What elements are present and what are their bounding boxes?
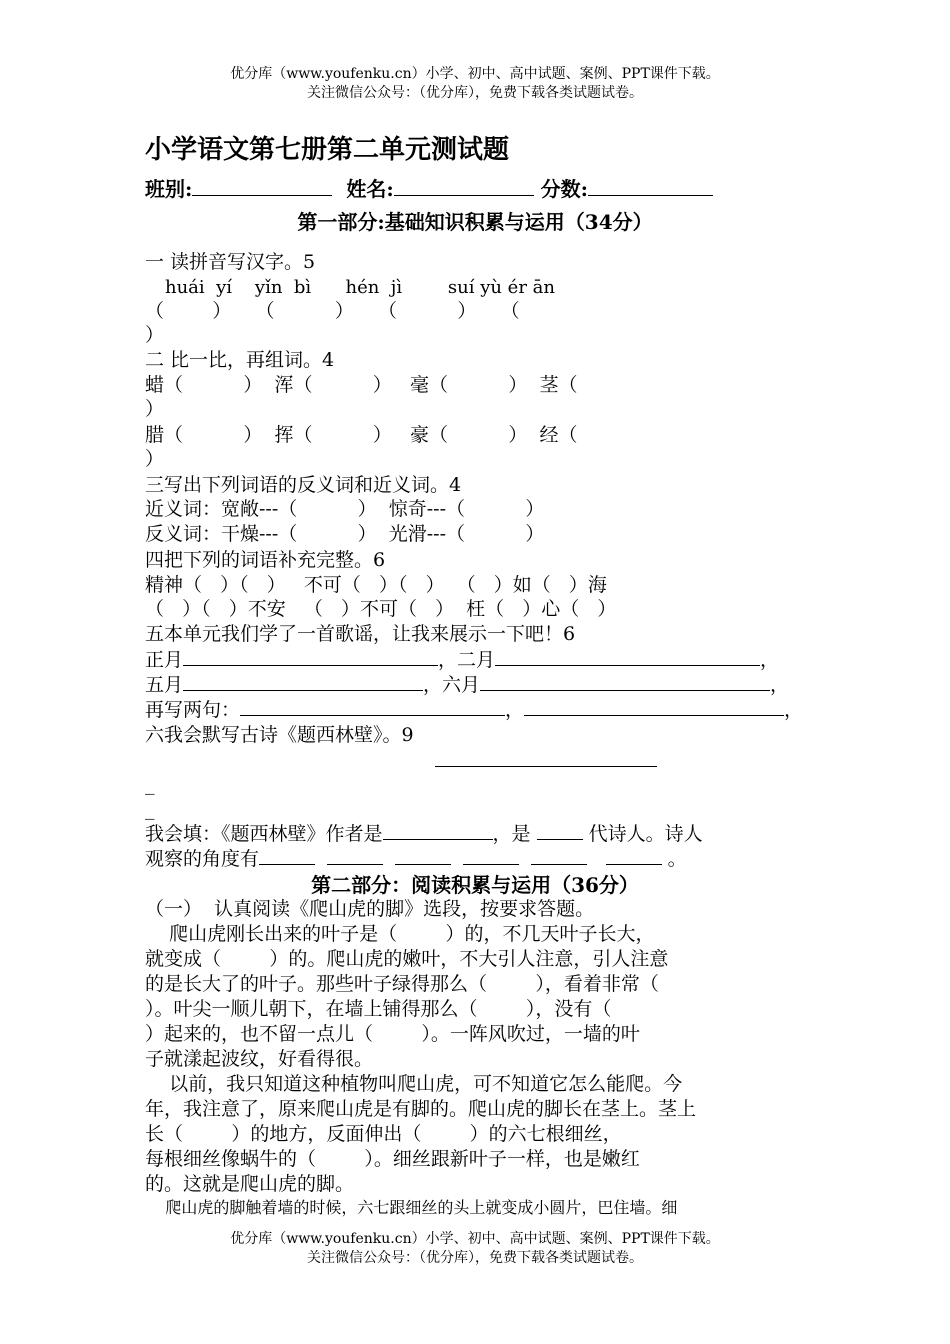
footer-line-2: 关注微信公众号：（优分库），免费下载各类试题试卷。 (307, 1250, 643, 1266)
reading-p1-line: 子就漾起波纹，好看得很。 (145, 1048, 374, 1070)
name-label: 姓名: (346, 177, 394, 201)
q5-comma-4: ， (784, 699, 804, 721)
reading-p1-line: 爬山虎刚长出来的叶子是（ ）的，不几天叶子长大， (145, 923, 655, 945)
poem-title-line[interactable] (435, 766, 657, 767)
poem-dash-2: _ (145, 798, 155, 820)
reading-p1-line: ）。叶尖一顺儿朝下，在墙上铺得那么（ ），没有（ (145, 998, 612, 1020)
reading-p2-line: 每根细丝像蜗牛的（ ）。细丝跟新叶子一样，也是嫩红 (145, 1148, 640, 1170)
angle-blank-4[interactable] (463, 847, 519, 865)
q5-month-1: 正月 (145, 649, 184, 671)
q5-write-two: 再写两句： (145, 699, 241, 721)
q5-comma-2: ， (770, 674, 790, 696)
q6-fill-line1 (145, 822, 703, 847)
q2-row1[interactable]: 蜡（ ） 浑（ ） 毫（ ） 茎（ (145, 374, 578, 396)
reading-p3-line: 爬山虎的脚触着墙的时候，六七跟细丝的头上就变成小圆片，巴住墙。细 (145, 1198, 678, 1217)
q3-row1[interactable]: 近义词：宽敞---（ ） 惊奇---（ ） (145, 498, 545, 520)
angle-blank-2[interactable] (327, 847, 383, 865)
q5-blank-3[interactable] (183, 673, 423, 691)
q5-line3 (145, 698, 803, 723)
q2-title: 二 比一比，再组词。4 (145, 349, 335, 371)
info-fields (145, 176, 713, 202)
part1-heading: 第一部分:基础知识积累与运用（34分） (297, 210, 653, 234)
q5-blank-6[interactable] (524, 698, 784, 716)
q5-blank-5[interactable] (240, 698, 505, 716)
q2-row2[interactable]: 腊（ ） 挥（ ） 豪（ ） 经（ (145, 424, 578, 446)
q5-comma-1: ， (760, 649, 780, 671)
angle-blank-1[interactable] (259, 847, 315, 865)
poem-dash-1: _ (145, 773, 155, 795)
reading-p1-line: 就变成（ ）的。爬山虎的嫩叶，不大引人注意，引人注意 (145, 948, 669, 970)
q3-row2[interactable]: 反义词：干燥---（ ） 光滑---（ ） (145, 523, 545, 545)
q6-poet-label: 代诗人。诗人 (588, 823, 703, 845)
q4-row1[interactable]: 精神（ ）（ ） 不可（ ）（ ） （ ）如（ ）海 (145, 574, 607, 596)
q6-author-label: 我会填：《题西林壁》作者是 (145, 823, 383, 845)
q5-month-5: 五月 (145, 674, 184, 696)
q1-title: 一 读拼音写汉字。5 (145, 251, 316, 273)
q5-month-6: ，六月 (423, 674, 481, 696)
q5-blank-1[interactable] (183, 648, 438, 666)
header-line-1: 优分库（www.youfenku.cn）小学、初中、高中试题、案例、PPT课件下载。 (230, 66, 720, 82)
page-title: 小学语文第七册第二单元测试题 (145, 135, 510, 165)
q3-title: 三写出下列词语的反义词和近义词。4 (145, 474, 462, 496)
angle-blank-3[interactable] (395, 847, 451, 865)
angle-blank-6[interactable] (606, 847, 662, 865)
reading-p1-line: ）起来的，也不留一点儿（ ）。一阵风吹过，一墙的叶 (145, 1023, 640, 1045)
q2-row1-wrap: ） (145, 398, 165, 420)
reading-p2-line: 长（ ）的地方，反面伸出（ ）的六七根细丝， (145, 1123, 622, 1145)
q1-blanks[interactable]: （ ） （ ） （ ） （ (145, 300, 520, 322)
q5-blank-4[interactable] (480, 673, 770, 691)
reading-p2-line: 年，我注意了，原来爬山虎是有脚的。爬山虎的脚长在茎上。茎上 (145, 1098, 697, 1120)
q6-title: 六我会默写古诗《题西林壁》。9 (145, 724, 414, 746)
q5-blank-2[interactable] (495, 648, 760, 666)
dynasty-blank[interactable] (537, 822, 583, 840)
q6-dynasty-label: ，是 (492, 823, 531, 845)
q5-line1 (145, 648, 779, 673)
reading-p2-line: 的。这就是爬山虎的脚。 (145, 1173, 355, 1195)
score-blank[interactable] (588, 178, 713, 196)
reading-p2-line: 以前，我只知道这种植物叫爬山虎，可不知道它怎么能爬。今 (145, 1073, 683, 1095)
q6-fill-line2 (145, 847, 687, 872)
name-blank[interactable] (394, 178, 534, 196)
class-label: 班别: (145, 177, 193, 201)
q4-title: 四把下列的词语补充完整。6 (145, 549, 386, 571)
q5-comma-3: ， (505, 699, 525, 721)
reading-p1-line: 的是长大了的叶子。那些叶子绿得那么（ ），看着非常（ (145, 973, 659, 995)
q6-period: 。 (667, 848, 687, 870)
reading-question: （一） 认真阅读《爬山虎的脚》选段，按要求答题。 (145, 898, 595, 920)
q1-blanks-wrap: ） (145, 324, 165, 346)
q4-row2[interactable]: （ ）（ ）不安 （ ）不可（ ） 枉（ ）心（ ） (145, 598, 617, 620)
part2-heading: 第二部分：阅读积累与运用（36分） (311, 873, 639, 897)
score-label: 分数: (540, 177, 589, 201)
q1-pinyin: huái yí yǐn bì hén jì suí yù ér ān (165, 277, 555, 298)
q6-angle-label: 观察的角度有 (145, 848, 260, 870)
q5-month-2: ，二月 (438, 649, 496, 671)
q5-title: 五本单元我们学了一首歌谣，让我来展示一下吧！6 (145, 623, 576, 645)
author-blank[interactable] (383, 822, 493, 840)
class-blank[interactable] (192, 178, 332, 196)
q2-row2-wrap: ） (145, 448, 165, 470)
angle-blank-5[interactable] (531, 847, 587, 865)
header-line-2: 关注微信公众号：（优分库），免费下载各类试题试卷。 (307, 85, 643, 101)
q5-line2 (145, 673, 789, 698)
footer-line-1: 优分库（www.youfenku.cn）小学、初中、高中试题、案例、PPT课件下载。 (230, 1231, 720, 1247)
